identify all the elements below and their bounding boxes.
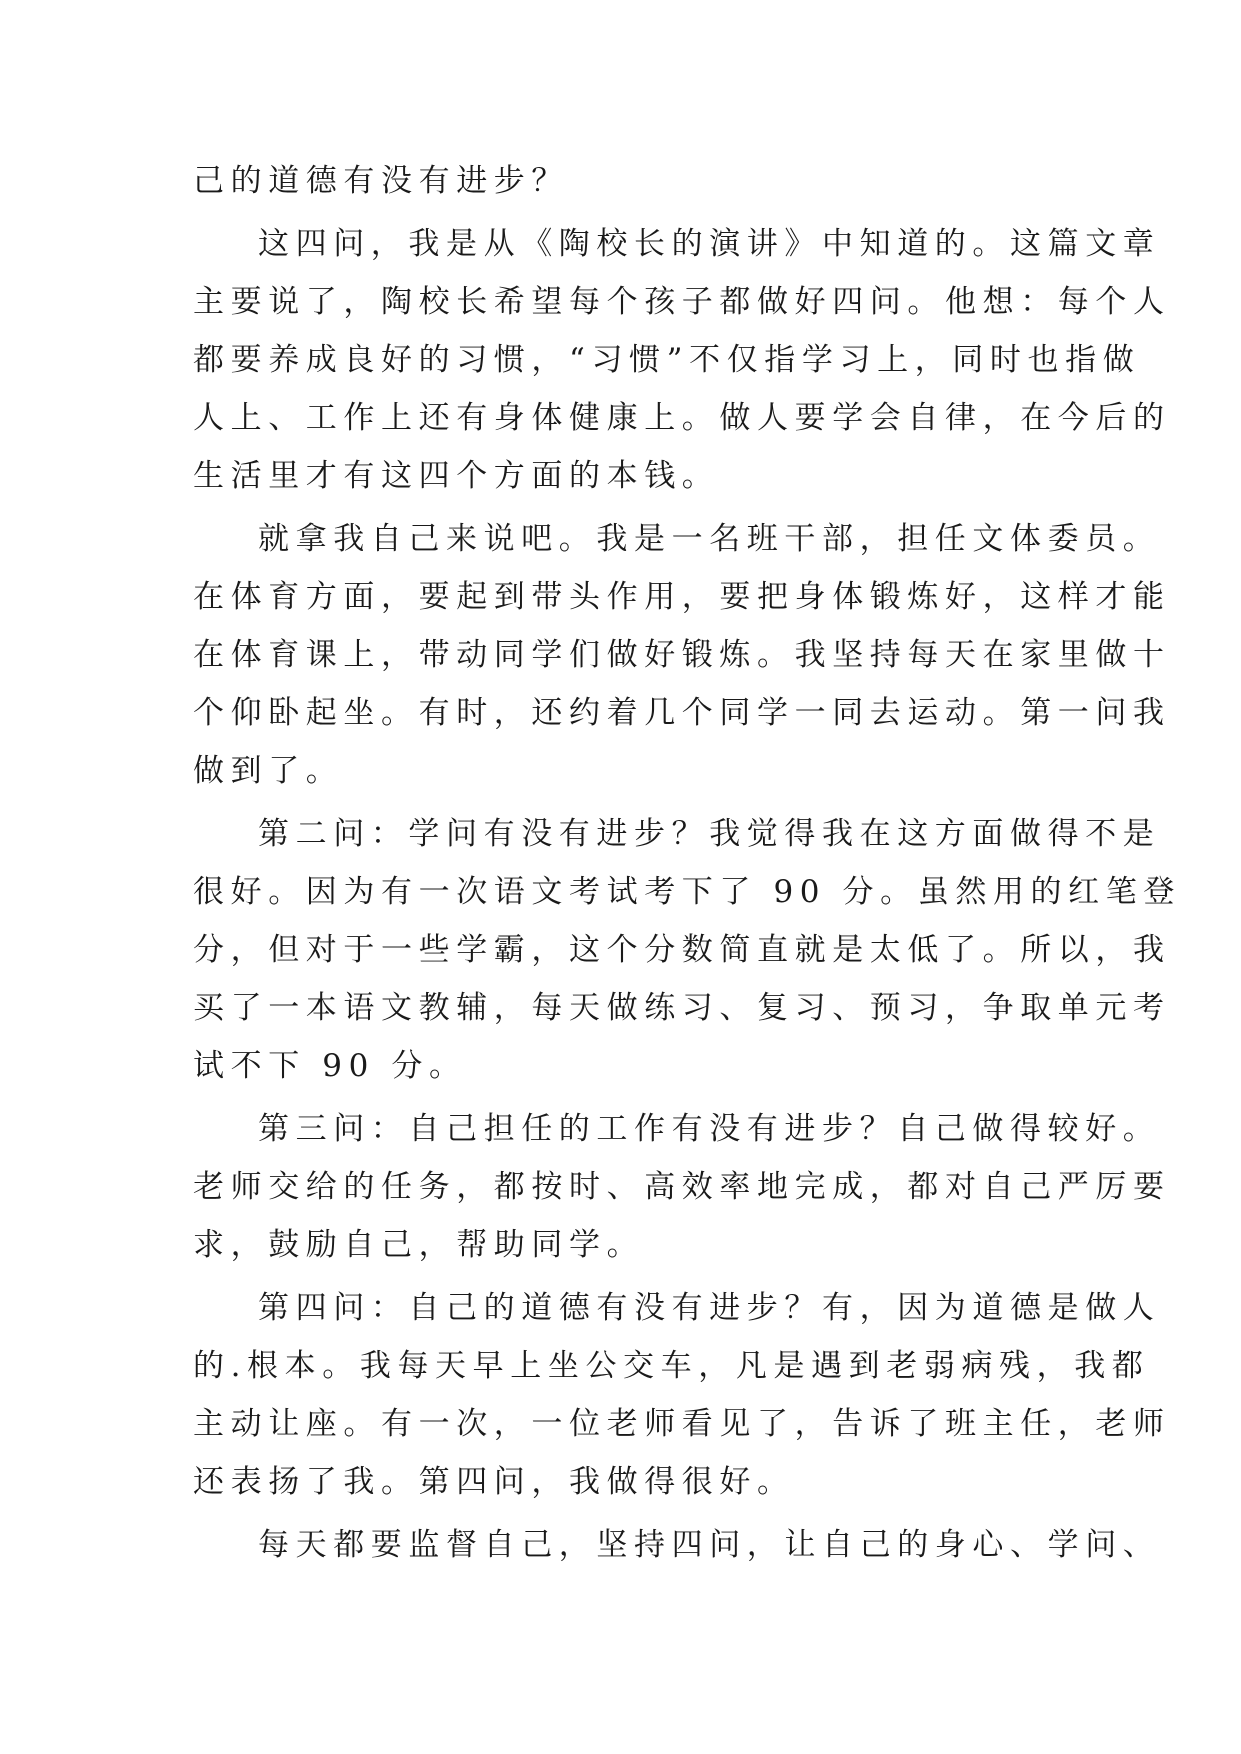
- text-line: 买了一本语文教辅，每天做练习、复习、预习，争取单元考: [193, 990, 1171, 1026]
- text-line: 很好。因为有一次语文考试考下了 90 分。虽然用的红笔登: [193, 874, 1181, 910]
- text-line: 的.根本。我每天早上坐公交车，凡是遇到老弱病残，我都: [193, 1348, 1150, 1384]
- text-line: 分，但对于一些学霸，这个分数简直就是太低了。所以，我: [193, 932, 1171, 968]
- text-line: 都要养成良好的习惯，“习惯”不仅指学习上，同时也指做: [193, 342, 1141, 378]
- paragraph-first-line: 就拿我自己来说吧。我是一名班干部，担任文体委员。: [258, 521, 1161, 557]
- text-line: 人上、工作上还有身体健康上。做人要学会自律，在今后的: [193, 400, 1171, 436]
- paragraph-first-line: 第四问：自己的道德有没有进步？有，因为道德是做人: [258, 1290, 1161, 1326]
- text-line: 主要说了，陶校长希望每个孩子都做好四问。他想：每个人: [193, 284, 1171, 320]
- text-line: 主动让座。有一次，一位老师看见了，告诉了班主任，老师: [193, 1406, 1171, 1442]
- paragraph-first-line: 第二问：学问有没有进步？我觉得我在这方面做得不是: [258, 816, 1161, 852]
- paragraph-first-line: 每天都要监督自己，坚持四问，让自己的身心、学问、: [258, 1527, 1161, 1563]
- text-line: 做到了。: [193, 753, 344, 789]
- text-line: 求，鼓励自己，帮助同学。: [193, 1227, 645, 1263]
- text-line: 老师交给的任务，都按时、高效率地完成，都对自己严厉要: [193, 1169, 1171, 1205]
- text-line: 生活里才有这四个方面的本钱。: [193, 458, 720, 494]
- paragraph-first-line: 第三问：自己担任的工作有没有进步？自己做得较好。: [258, 1111, 1161, 1147]
- text-line: 己的道德有没有进步？: [193, 163, 569, 199]
- text-line: 试不下 90 分。: [193, 1048, 467, 1084]
- text-line: 还表扬了我。第四问，我做得很好。: [193, 1464, 795, 1500]
- paragraph-first-line: 这四问，我是从《陶校长的演讲》中知道的。这篇文章: [258, 226, 1161, 262]
- text-line: 在体育课上，带动同学们做好锻炼。我坚持每天在家里做十: [193, 637, 1171, 673]
- text-line: 在体育方面，要起到带头作用，要把身体锻炼好，这样才能: [193, 579, 1171, 615]
- text-line: 个仰卧起坐。有时，还约着几个同学一同去运动。第一问我: [193, 695, 1171, 731]
